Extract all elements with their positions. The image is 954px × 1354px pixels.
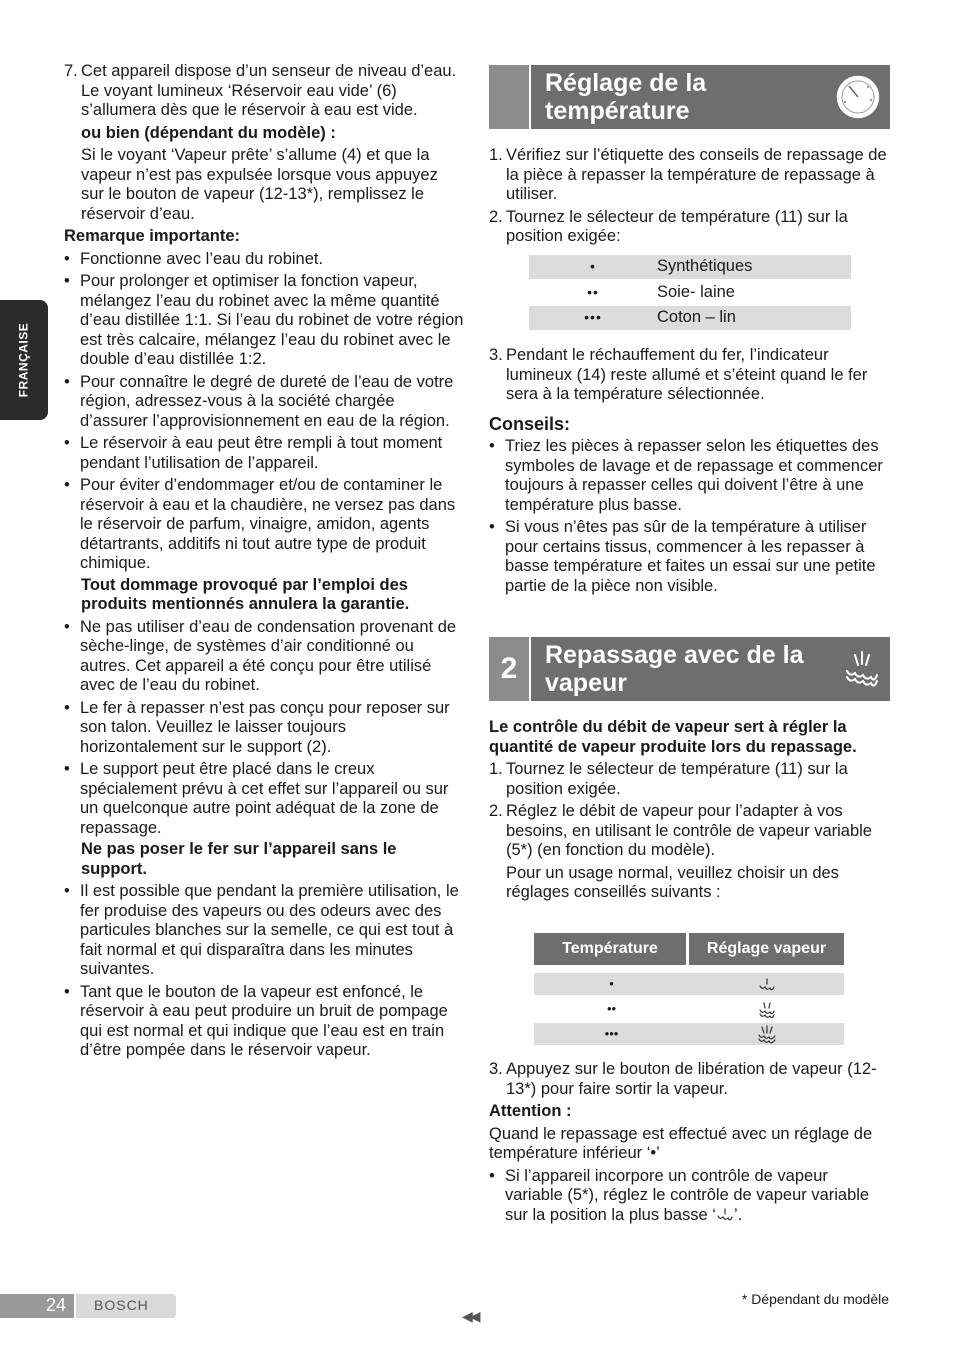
list-item: • Si l’appareil incorpore un contrôle de vapeur variable (5*), réglez le contrôle de vapeur variable sur la position la plus basse ‘ ’. bbox=[489, 1166, 870, 1224]
table-row: •• bbox=[534, 998, 844, 1020]
list-item: 3. Appuyez sur le bouton de libération de vapeur (12-13*) pour faire sortir la vapeur. bbox=[489, 1060, 877, 1098]
language-tab bbox=[0, 300, 48, 420]
step2-extra: Pour un usage normal, veuillez choisir un des réglages conseillés suivants : bbox=[506, 863, 839, 901]
section-title: Repassage avec de la vapeur bbox=[545, 641, 804, 697]
list-item: • Tant que le bouton de la vapeur est enfoncé, le réservoir à eau peut produire un bruit de pompage qui est normal et qui indique que l’eau est en train d’être pompée dans le réservoir vapeur. bbox=[64, 982, 448, 1059]
section-header-steam bbox=[489, 637, 890, 701]
table-row: ••• Coton – lin bbox=[529, 306, 851, 330]
attention-text: Quand le repassage est effectué avec un réglage de température inférieur ‘•’ bbox=[489, 1124, 873, 1162]
section-number-box: 2 bbox=[489, 637, 531, 701]
list-item: • Pour prolonger et optimiser la fonction vapeur, mélangez l’eau du robinet avec la même quantité d’eau distillée 1:1. Si l’eau du robinet de votre région est très calcaire, mélangez l’eau du robinet avec le double d’eau distillée 1:2. bbox=[64, 272, 464, 368]
temperature-table bbox=[529, 255, 851, 332]
list-item: 2. Réglez le débit de vapeur pour l’adapter à vos besoins, en utilisant le contrôle de vapeur variable (5*) (en fonction du modèle). bbox=[489, 802, 872, 859]
or-text: Si le voyant ‘Vapeur prête’ s’allume (4) et que la vapeur n’est pas expulsée lorsque vous appuyez sur le bouton de vapeur (12-13*), remplissez le réservoir d’eau. bbox=[81, 146, 438, 223]
temperature-step3-and-tips bbox=[489, 346, 889, 599]
list-item: • Le fer à repasser n’est pas conçu pour reposer sur son talon. Veuillez le laisser toujours horizontalement sur le support (2). bbox=[64, 698, 450, 756]
steam-steps bbox=[489, 718, 889, 906]
brand-label: BOSCH bbox=[76, 1294, 176, 1318]
steam-intro: Le contrôle du débit de vapeur sert à régler la quantité de vapeur produite lors du repassage. bbox=[489, 718, 857, 756]
table-header: Température Réglage vapeur bbox=[534, 933, 844, 965]
list-item: • Le support peut être placé dans le creux spécialement prévu à cet effet sur l’appareil ou sur un quelconque autre point adéquat de la zone de repassage. bbox=[64, 760, 449, 837]
list-item: 3. Pendant le réchauffement du fer, l’indicateur lumineux (14) reste allumé et s’éteint quand le fer sera à la température sélectionnée. bbox=[489, 346, 868, 403]
or-label: ou bien (dépendant du modèle) : bbox=[81, 123, 336, 142]
list-item: • Triez les pièces à repasser selon les étiquettes des symboles de lavage et de repassage et commencer toujours à repasser celles qui doivent l’être à une température plus basse. bbox=[489, 437, 883, 514]
warning-support: Ne pas poser le fer sur l’appareil sans le support. bbox=[81, 840, 397, 878]
table-row: ••• bbox=[534, 1023, 844, 1045]
steam-medium-icon bbox=[758, 1000, 776, 1018]
left-column bbox=[64, 62, 464, 1064]
list-item: • Pour éviter d’endommager et/ou de contaminer le réservoir à eau et la chaudière, ne versez pas dans le réservoir de parfum, vinaigre, amidon, agents détartrants, additifs ni tout autre type de produit chimique. bbox=[64, 476, 456, 572]
list-item: • Il est possible que pendant la première utilisation, le fer produise des vapeurs ou des odeurs avec des particules blanches sur la semelle, ce qui est tout à fait normal et qui disparaîtra dans les minutes suivantes. bbox=[64, 882, 459, 978]
list-item: 1. Vérifiez sur l’étiquette des conseils de repassage de la pièce à repasser la température de repassage à utiliser. bbox=[489, 146, 887, 203]
attention-heading: Attention : bbox=[489, 1102, 572, 1120]
remark-heading: Remarque importante: bbox=[64, 227, 241, 245]
steam-low-inline-icon bbox=[716, 1208, 734, 1222]
table-row: •• Soie- laine bbox=[587, 282, 735, 301]
steam-settings-table bbox=[534, 933, 844, 1045]
section-number-box bbox=[489, 65, 531, 129]
list-item: • Fonctionne avec l’eau du robinet. bbox=[64, 249, 324, 268]
section-header-temperature bbox=[489, 65, 890, 129]
section-title: Réglage de la température bbox=[545, 69, 707, 125]
list-item: • Ne pas utiliser d’eau de condensation provenant de sèche-linge, de systèmes d’air conditionné ou autres. Cet appareil a été conçu pour être utilisé avec de l’eau du robinet. bbox=[64, 617, 457, 694]
temperature-dial-icon bbox=[833, 72, 883, 122]
steam-low-icon bbox=[758, 976, 776, 992]
list-item: • Si vous n’êtes pas sûr de la température à utiliser pour certains tissus, commencer à les repasser à basse température et faites un essai sur une petite partie de la pièce non visible. bbox=[489, 518, 876, 595]
tips-heading: Conseils: bbox=[489, 413, 571, 434]
steam-high-icon bbox=[757, 1024, 777, 1044]
table-row: • Synthétiques bbox=[529, 255, 851, 279]
temperature-steps bbox=[489, 146, 889, 250]
list-item: • Le réservoir à eau peut être rempli à tout moment pendant l’utilisation de l’appareil. bbox=[64, 434, 443, 472]
back-nav-icon[interactable]: ◀◀ bbox=[462, 1308, 478, 1324]
list-item: 7. Cet appareil dispose d’un senseur de niveau d’eau. Le voyant lumineux ‘Réservoir eau vide’ (6) s’allumera dès que le réservoir à eau est vide. bbox=[64, 62, 457, 119]
table-row: • bbox=[534, 973, 844, 995]
footnote: * Dépendant du modèle bbox=[741, 1291, 889, 1307]
language-tab-label: FRANÇAISE bbox=[16, 322, 31, 398]
page-number: 24 bbox=[0, 1294, 74, 1318]
steam-icon bbox=[841, 647, 883, 689]
list-item: 2. Tournez le sélecteur de température (11) sur la position exigée: bbox=[489, 207, 848, 245]
list-item: 1. Tournez le sélecteur de température (11) sur la position exigée. bbox=[489, 760, 848, 798]
steam-step3-and-attention bbox=[489, 1060, 889, 1228]
list-item: • Pour connaître le degré de dureté de l’eau de votre région, adressez-vous à la société chargée d’assurer l’approvisionnement en eau de la région. bbox=[64, 372, 454, 430]
warning-damage: Tout dommage provoqué par l’emploi des produits mentionnés annulera la garantie. bbox=[81, 575, 410, 613]
